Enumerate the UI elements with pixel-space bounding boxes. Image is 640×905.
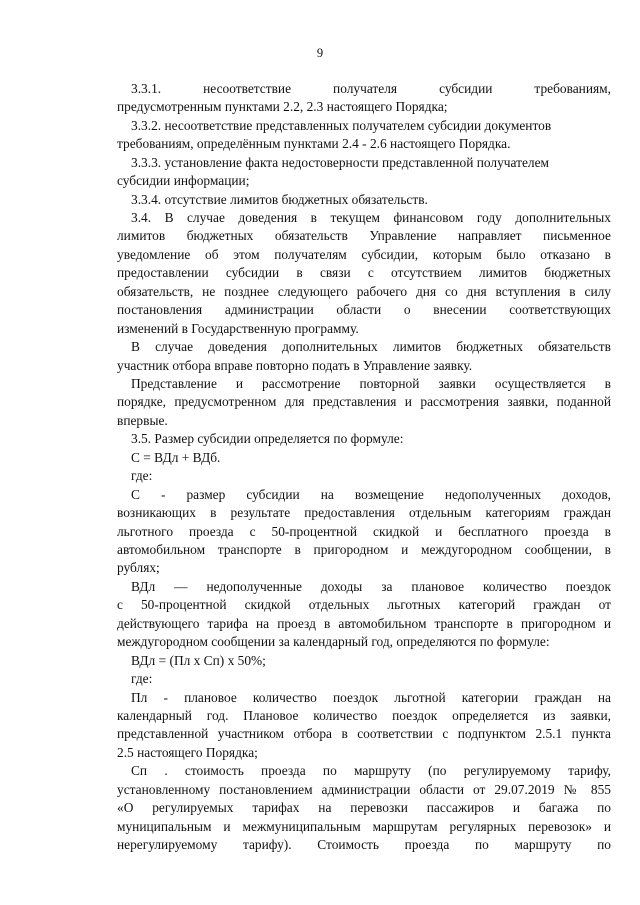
text-line: действующего тарифа на проезд в автомобильном транспорте в пригородном и (117, 616, 611, 631)
text-line: календарный год. Плановое количество поездок определяется из заявки, (117, 708, 611, 723)
text-line: уведомление об этом получателям субсидии, которым было отказано в (117, 247, 611, 262)
page-number: 9 (316, 46, 324, 60)
text-line: обязательств, не позднее следующего рабочего дня со дня вступления в силу (117, 284, 611, 299)
text-line: где: (131, 671, 153, 686)
text-line: 3.5. Размер субсидии определяется по формуле: (131, 431, 404, 446)
text-line: «О регулируемых тарифах на перевозки пассажиров и багажа по (117, 800, 611, 815)
text-line: где: (131, 468, 153, 483)
text-line: 3.3.1. несоответствие получателя субсидии требованиям, (131, 81, 611, 96)
text-line: ВДл = (Пл х Сп) х 50%; (131, 653, 266, 668)
text-line: участник отбора вправе повторно подать в Управление заявку. (117, 358, 473, 373)
text-line: Представление и рассмотрение повторной заявки осуществляется в (131, 376, 611, 391)
text-line: автомобильном транспорте в пригородном и междугородном сообщении, в (117, 542, 611, 557)
text-line: Сп . стоимость проезда по маршруту (по регулируемому тарифу, (131, 763, 611, 778)
text-line: междугородном сообщении за календарный год, определяются по формуле: (117, 634, 550, 649)
text-line: представленной участником отбора в соответствии с подпунктом 2.5.1 пункта (117, 726, 611, 741)
text-line: 2.5 настоящего Порядка; (117, 745, 258, 760)
text-line: 3.3.2. несоответствие представленных получателем субсидии документов (131, 118, 552, 133)
text-line: В случае доведения дополнительных лимитов бюджетных обязательств (131, 339, 611, 354)
text-line: 3.3.3. установление факта недостоверности представленной получателем (131, 155, 550, 170)
text-line: порядке, предусмотренном для представления и рассмотрения заявки, поданной (117, 394, 611, 409)
text-line: с 50-процентной скидкой отдельных льготных категорий граждан от (117, 597, 611, 612)
text-line: установленному постановлением администрации области от 29.07.2019 № 855 (117, 782, 611, 797)
text-line: Пл - плановое количество поездок льготной категории граждан на (131, 690, 611, 705)
text-line: С = ВДл + ВДб. (131, 450, 221, 465)
text-line: субсидии информации; (117, 173, 250, 188)
text-line: постановления администрации области о внесении соответствующих (117, 302, 611, 317)
text-line: С - размер субсидии на возмещение недополученных доходов, (131, 487, 611, 502)
text-line: 3.3.4. отсутствие лимитов бюджетных обязательств. (131, 192, 428, 207)
text-line: впервые. (117, 413, 168, 428)
text-line: предоставлении субсидии в связи с отсутствием лимитов бюджетных (117, 265, 611, 280)
text-line: льготного проезда с 50-процентной скидкой и бесплатного проезда в (117, 524, 611, 539)
text-line: нерегулируемому тарифу). Стоимость проезда по маршруту по (117, 837, 611, 852)
text-line: ВДл — недополученные доходы за плановое количество поездок (131, 579, 611, 594)
text-line: рублях; (117, 560, 160, 575)
text-line: требованиям, определённым пунктами 2.4 - 2.6 настоящего Порядка. (117, 136, 511, 151)
text-line: изменений в Государственную программу. (117, 321, 359, 336)
text-line: 3.4. В случае доведения в текущем финансовом году дополнительных (131, 210, 611, 225)
text-line: возникающих в результате предоставления отдельным категориям граждан (117, 505, 611, 520)
text-line: лимитов бюджетных обязательств Управление направляет письменное (117, 228, 611, 243)
text-line: муниципальным и межмуниципальным маршрутам регулярных перевозок» и (117, 819, 611, 834)
text-line: предусмотренным пунктами 2.2, 2.3 настоящего Порядка; (117, 99, 448, 114)
